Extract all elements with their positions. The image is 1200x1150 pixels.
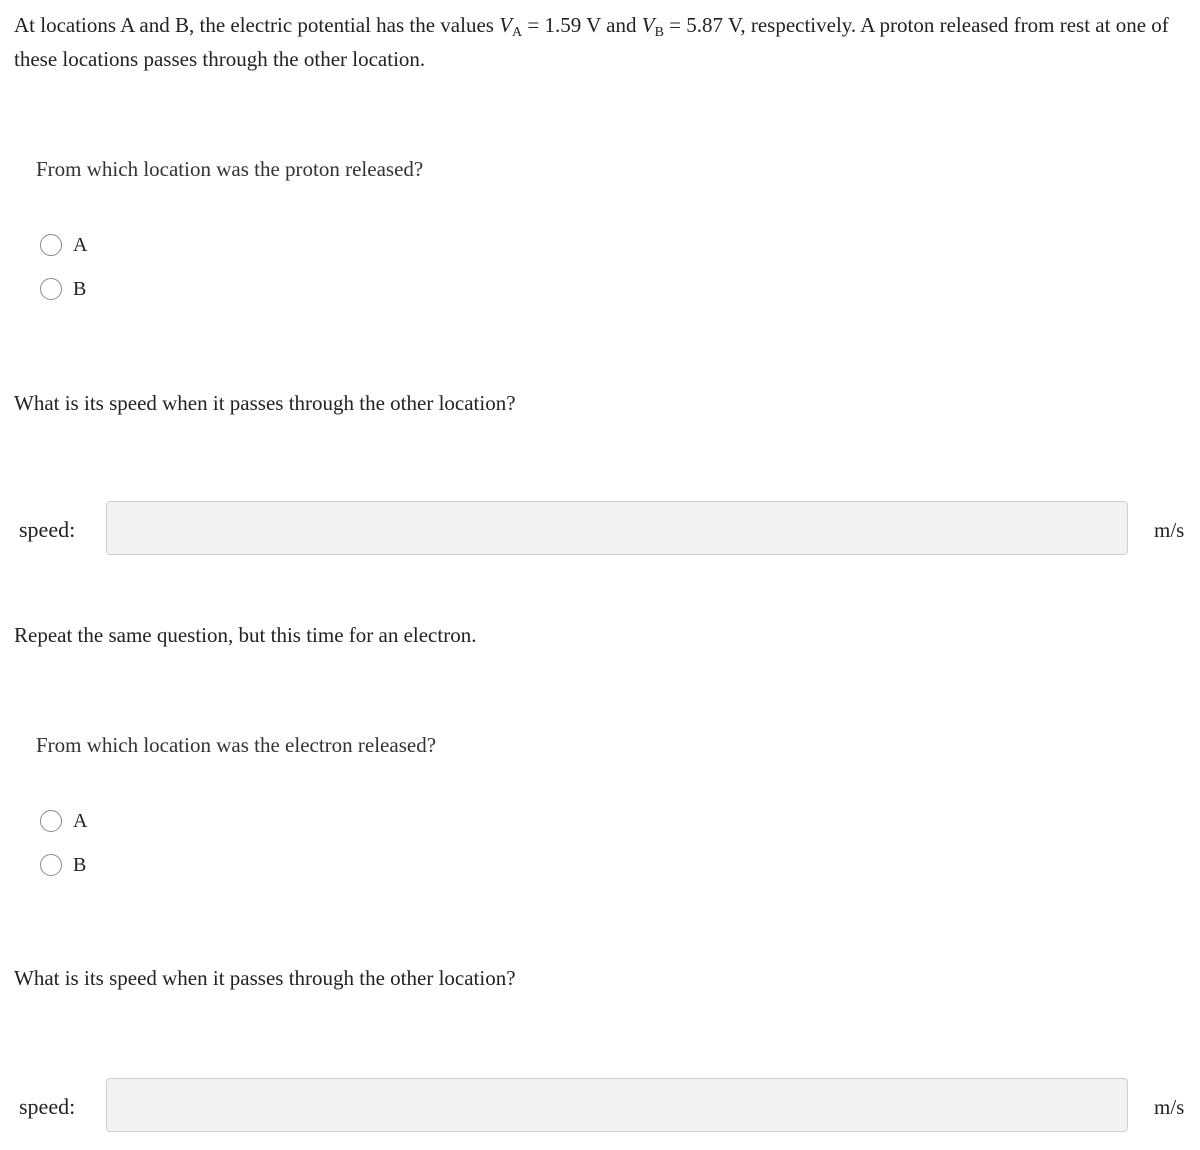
proton-speed-input[interactable] [106,501,1128,555]
electron-speed-label: speed: [19,1094,76,1119]
repeat-instruction: Repeat the same question, but this time for an electron. [14,623,477,647]
electron-radio-b[interactable] [40,854,62,876]
electron-radio-a[interactable] [40,810,62,832]
proton-location-question: From which location was the proton released? [36,157,424,181]
electron-option-b[interactable] [40,852,86,878]
proton-speed-unit: m/s [1154,518,1185,542]
proton-option-b[interactable] [40,276,86,302]
proton-speed-label: speed: [19,517,76,542]
va-subscript: A [512,25,523,40]
proton-option-a-label: A [73,233,88,256]
proton-option-a[interactable] [40,232,87,258]
problem-text-part1: At locations A and B, the electric potential has the values [14,13,500,37]
problem-statement [14,8,1186,76]
problem-text-va-value: = 1.59 V and [522,13,642,37]
proton-speed-question: What is its speed when it passes through the other location? [14,391,516,415]
electron-location-question: From which location was the electron released? [36,733,437,757]
vb-subscript: B [654,25,664,40]
electron-speed-question: What is its speed when it passes through the other location? [14,966,516,990]
electron-speed-input[interactable] [106,1078,1128,1132]
vb-symbol: V [641,13,655,37]
proton-radio-a[interactable] [40,234,62,256]
electron-option-b-label: B [73,853,87,876]
electron-option-a[interactable] [40,808,87,834]
electron-speed-unit: m/s [1154,1095,1185,1119]
va-symbol: V [499,13,513,37]
electron-option-a-label: A [73,809,88,832]
proton-radio-b[interactable] [40,278,62,300]
proton-option-b-label: B [73,277,87,300]
problem-text-part2: = 5.87 V, respectively. A proton released from rest at one of these locations passes through the other location. [14,13,1169,71]
